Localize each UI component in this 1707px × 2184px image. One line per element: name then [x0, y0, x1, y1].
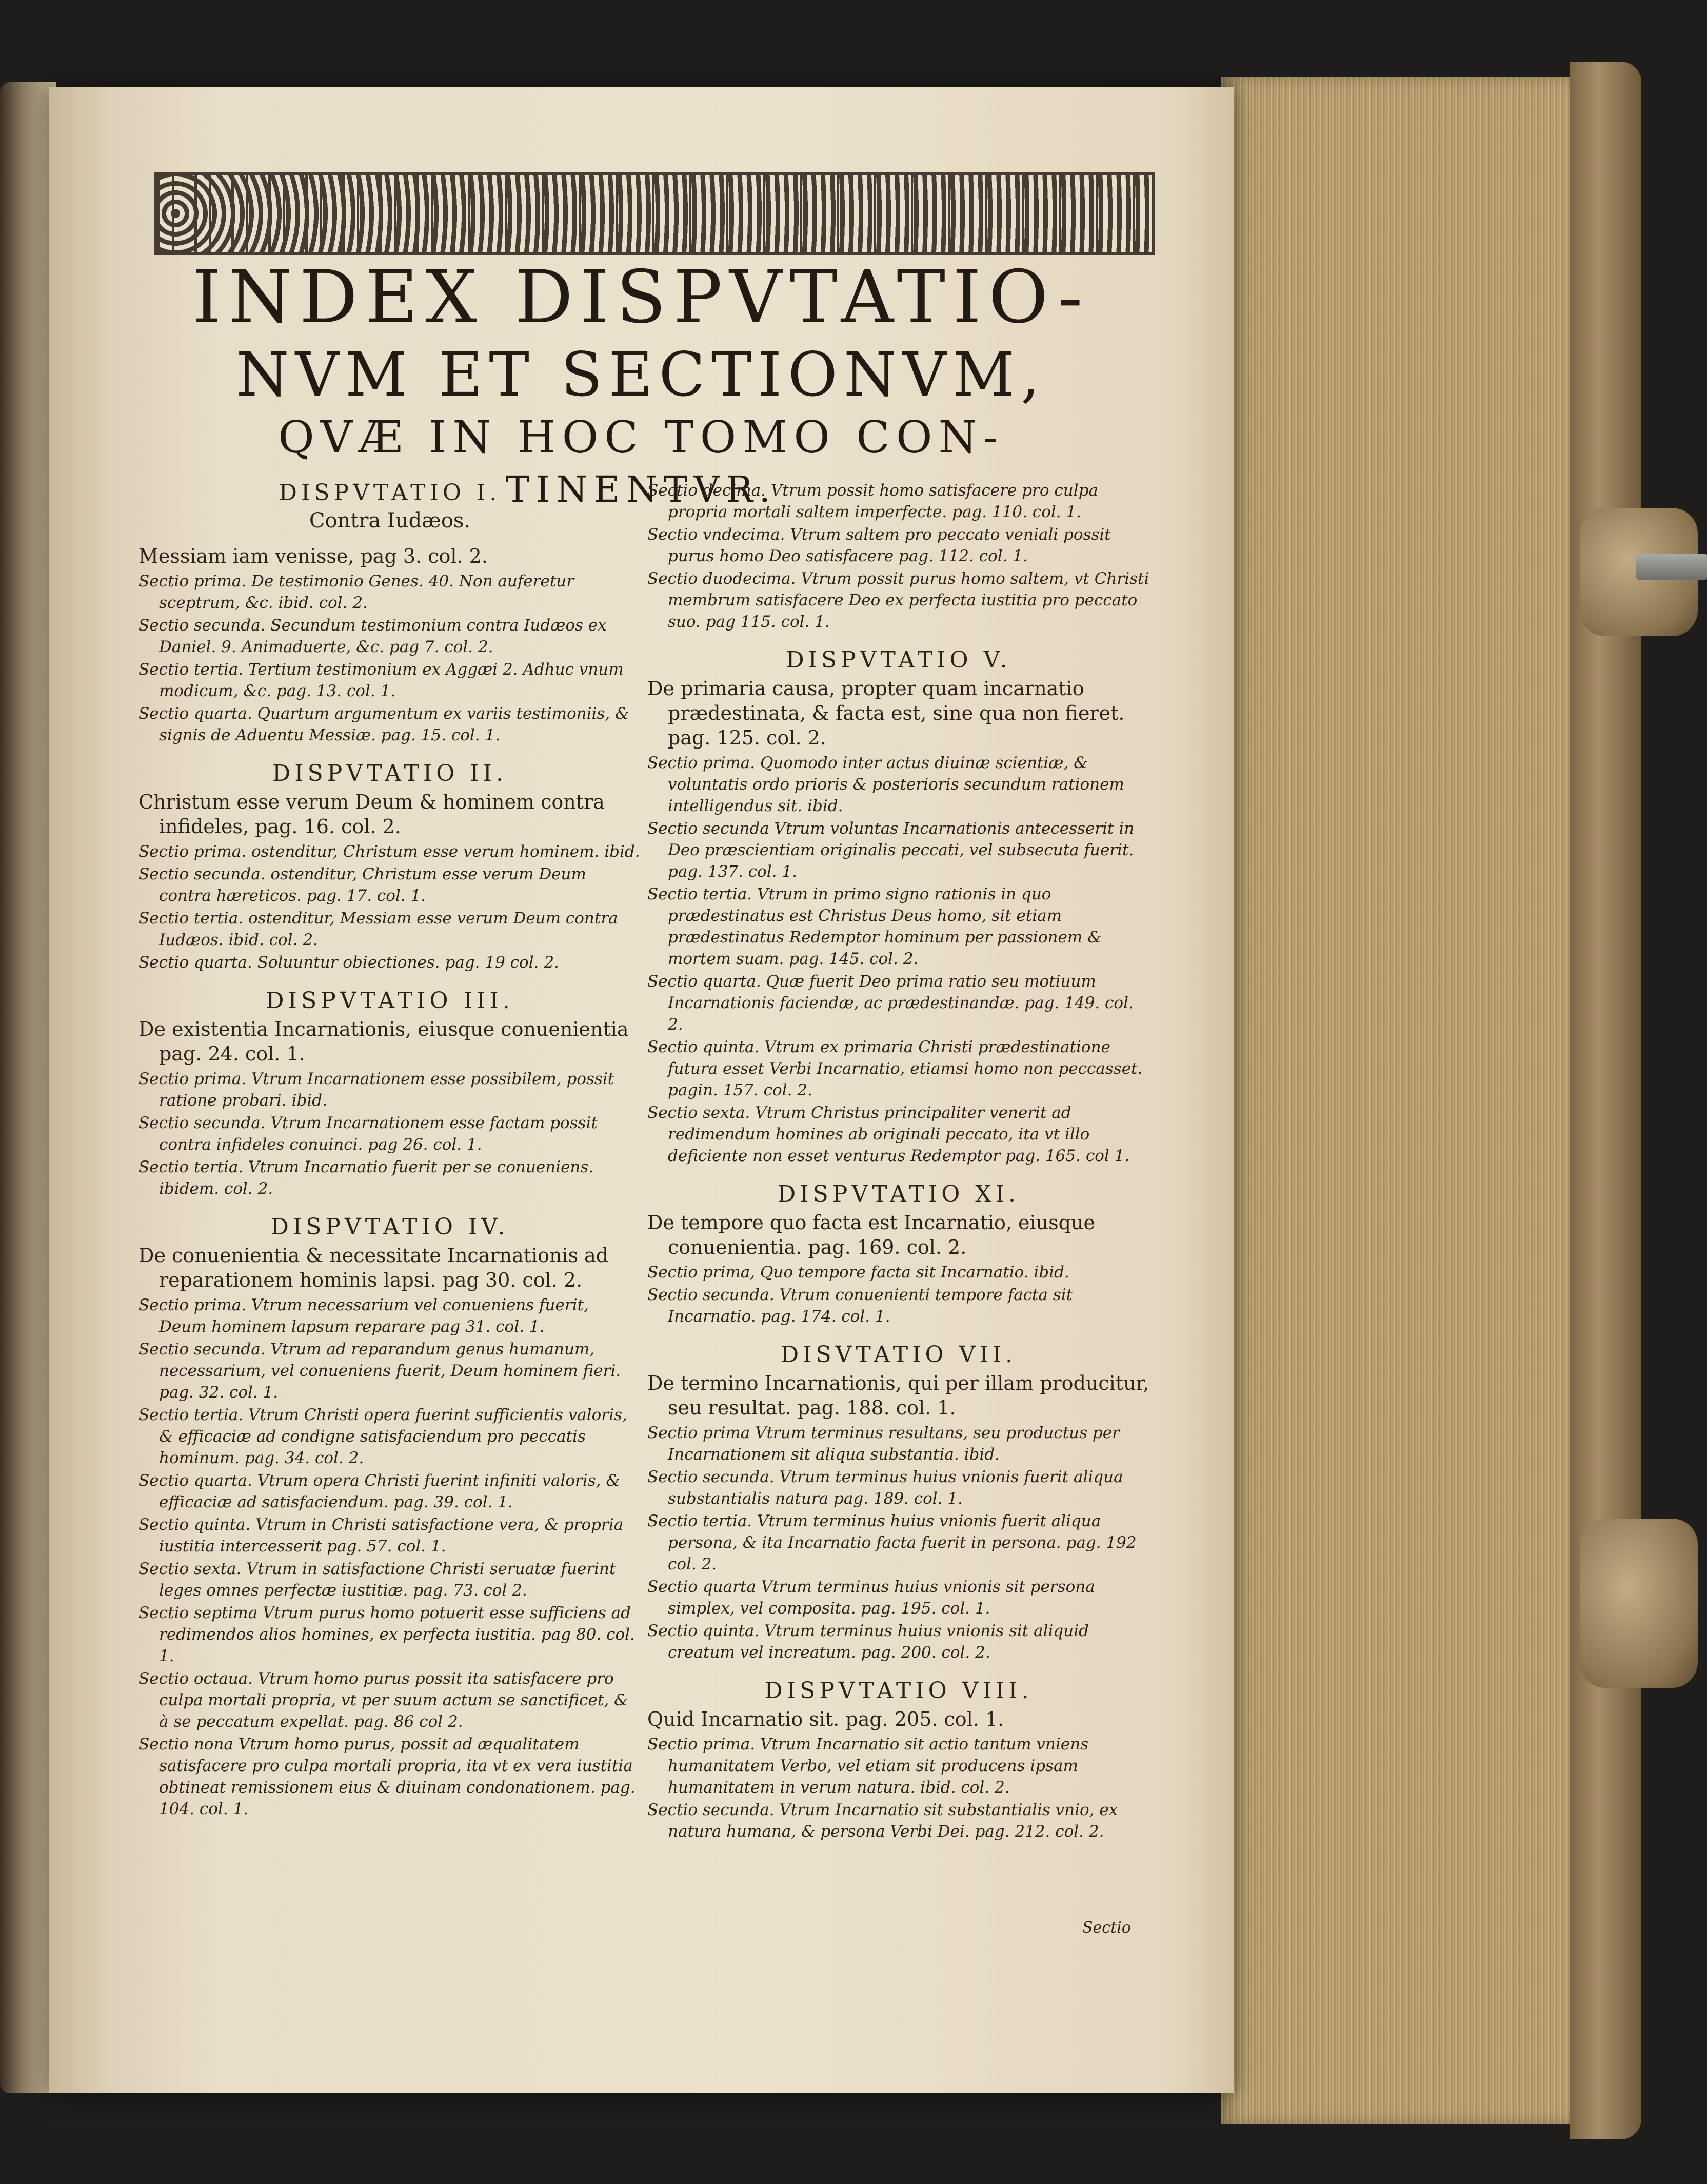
section-entry: Sectio prima, Quo tempore facta sit Incarnatio. ibid.	[647, 1263, 1069, 1282]
section-entry: Sectio prima. Quomodo inter actus diuinæ scientiæ, & voluntatis ordo prioris & posterioris secundum rationem intelligendus sit. ibid.	[647, 754, 1124, 815]
section-entry: Sectio prima. ostenditur, Christum esse verum hominem. ibid.	[138, 842, 640, 861]
section-entry: Sectio quinta. Vtrum terminus huius vnionis sit aliquid creatum vel increatum. pag. 200. col. 2.	[647, 1622, 1089, 1662]
section-entry: Sectio sexta. Vtrum Christus principaliter venerit ad redimendum homines ab originali peccato, ita vt illo deficiente non esset venturus Redemptor pag. 165. col 1.	[647, 1104, 1130, 1165]
title-line-3: QVÆ IN HOC TOMO CON-	[278, 412, 1004, 463]
title-line-4: TINENTVR.	[505, 468, 777, 510]
section-entry: Sectio tertia. Vtrum in primo signo rationis in quo prædestinatus est Christus Deus homo, sit etiam prædestinatus Redemptor hominum per passionem & mortem suam. pag. 145. col. 2.	[647, 885, 1102, 968]
disputation-heading: DISVTATIO VII.	[780, 1342, 1017, 1368]
section-entry: Sectio prima. Vtrum Incarnationem esse possibilem, possit ratione probari. ibid.	[138, 1070, 614, 1110]
title-line-2: NVM ET SECTIONVM,	[236, 339, 1046, 410]
section-entry: Sectio quarta. Quæ fuerit Deo prima ratio seu motiuum Incarnationis faciendæ, ac prædestinandæ. pag. 149. col. 2.	[647, 972, 1134, 1034]
spacer	[647, 634, 1150, 647]
disputation-topic: De conuenientia & necessitate Incarnationis ad reparationem hominis lapsi. pag 30. col. 2.	[138, 1244, 609, 1291]
section-entry: Sectio quarta. Quartum argumentum ex variis testimoniis, & signis de Aduentu Messiæ. pag. 15. col. 1.	[138, 704, 629, 744]
head-ornament	[154, 172, 1155, 255]
section-entry: Sectio nona Vtrum homo purus, possit ad æqualitatem satisfacere pro culpa mortali propria, ita vt ex vera iustitia obtineat remissionem eius & diuinam condonationem. pag. 104. col. 1.	[138, 1735, 636, 1818]
section-entry: Sectio duodecima. Vtrum possit purus homo saltem, vt Christi membrum satisfacere Deo ex perfecta iustitia pro peccato suo. pag 115. col. 1.	[647, 569, 1149, 631]
section-entry: Sectio secunda. Vtrum terminus huius vnionis fuerit aliqua substantialis natura pag. 189. col. 1.	[647, 1468, 1123, 1508]
section-entry: Sectio secunda. Vtrum Incarnationem esse factam possit contra infideles conuinci. pag 26. col. 1.	[138, 1114, 598, 1154]
text-block-edge	[1221, 77, 1595, 2124]
disputation-heading: DISPVTATIO IV.	[270, 1214, 509, 1240]
disputation-heading: DISPVTATIO III.	[266, 988, 514, 1014]
section-entry: Sectio tertia. ostenditur, Messiam esse verum Deum contra Iudæos. ibid. col. 2.	[138, 909, 618, 949]
previous-page-edge	[0, 82, 56, 2093]
section-entry: Sectio secunda. ostenditur, Christum esse verum Deum contra hæreticos. pag. 17. col. 1.	[138, 865, 586, 905]
disputation-topic: De primaria causa, propter quam incarnatio prædestinata, & facta est, sine qua non fieret. pag. 125. col. 2.	[647, 677, 1125, 749]
disputation-topic: De tempore quo facta est Incarnatio, eiusque conuenientia. pag. 169. col. 2.	[647, 1211, 1095, 1258]
disputation-topic: Quid Incarnatio sit. pag. 205. col. 1.	[647, 1708, 1004, 1730]
section-entry: Sectio vndecima. Vtrum saltem pro peccato veniali possit purus homo Deo satisfacere pag. 112. col. 1.	[647, 525, 1111, 565]
section-entry: Sectio quinta. Vtrum in Christi satisfactione vera, & propria iustitia intercesserit pag. 57. col. 1.	[138, 1516, 624, 1556]
book-binding	[1570, 62, 1641, 2139]
disputation-heading: DISPVTATIO VIII.	[764, 1678, 1033, 1704]
section-entry: Sectio secunda. Secundum testimonium contra Iudæos ex Daniel. 9. Animaduerte, &c. pag 7. col. 2.	[138, 616, 607, 656]
section-entry: Sectio tertia. Vtrum Incarnatio fuerit per se conueniens. ibidem. col. 2.	[138, 1158, 594, 1198]
section-entry: Sectio octaua. Vtrum homo purus possit ita satisfacere pro culpa mortali propria, vt per suum actum se sanctificet, & à se peccatum expellat. pag. 86 col 2.	[138, 1669, 628, 1731]
section-entry: Sectio prima. Vtrum necessarium vel conueniens fuerit, Deum hominem lapsum reparare pag 31. col. 1.	[138, 1296, 589, 1336]
catchword: Sectio	[1082, 1919, 1131, 1937]
section-entry: Sectio septima Vtrum purus homo potuerit esse sufficiens ad redimendos alios homines, ex perfecta iustitia. pag 80. col. 1.	[138, 1604, 635, 1665]
disputation-topic: Christum esse verum Deum & hominem contra infideles, pag. 16. col. 2.	[138, 791, 605, 838]
section-entry: Sectio prima. Vtrum Incarnatio sit actio tantum vniens humanitatem Verbo, vel etiam sit producens ipsam humanitatem in verum natura. ibid. col. 2.	[647, 1735, 1089, 1797]
index-title	[118, 257, 1164, 514]
section-entry: Sectio quinta. Vtrum ex primaria Christi prædestinatione futura esset Verbi Incarnatio, etiamsi homo non peccasset. pagin. 157. col. 2.	[647, 1038, 1143, 1099]
disputation-heading: DISPVTATIO XI.	[778, 1181, 1020, 1207]
section-entry: Sectio secunda. Vtrum Incarnatio sit substantialis vnio, ex natura humana, & persona Verbi Dei. pag. 212. col. 2.	[647, 1801, 1118, 1841]
spacer	[647, 1168, 1150, 1181]
section-entry: Sectio decima. Vtrum possit homo satisfacere pro culpa propria mortali saltem imperfecte. pag. 110. col. 1.	[647, 481, 1098, 521]
spacer	[138, 747, 641, 760]
spacer	[647, 1328, 1150, 1342]
section-entry: Sectio secunda. Vtrum conuenienti tempore facta sit Incarnatio. pag. 174. col. 1.	[647, 1286, 1073, 1326]
right-column	[647, 480, 1150, 1843]
section-entry: Sectio quarta. Vtrum opera Christi fuerint infiniti valoris, & efficaciæ ad satisfaciendum. pag. 39. col. 1.	[138, 1471, 621, 1511]
disputation-heading: DISPVTATIO I.	[279, 480, 501, 506]
clasp-bottom	[1580, 1519, 1698, 1688]
section-entry: Sectio tertia. Tertium testimonium ex Aggæi 2. Adhuc vnum modicum, &c. pag. 13. col. 1.	[138, 660, 624, 700]
spacer	[647, 1664, 1150, 1678]
section-entry: Sectio secunda Vtrum voluntas Incarnationis antecesserit in Deo præscientiam originalis peccati, vel subsecuta fuerit. pag. 137. col. 1.	[647, 819, 1135, 881]
disputation-heading: DISPVTATIO II.	[272, 760, 508, 786]
disputation-topic: De termino Incarnationis, qui per illam producitur, seu resultat. pag. 188. col. 1.	[647, 1372, 1149, 1419]
disputation-topic: De existentia Incarnationis, eiusque conuenientia pag. 24. col. 1.	[138, 1018, 629, 1065]
disputation-heading: DISPVTATIO V.	[786, 647, 1011, 673]
disputation-subtitle: Contra Iudæos.	[309, 509, 471, 533]
section-entry: Sectio prima Vtrum terminus resultans, seu productus per Incarnationem sit aliqua substantia. ibid.	[647, 1424, 1120, 1464]
left-column	[138, 480, 641, 1821]
section-entry: Sectio quarta. Soluuntur obiectiones. pag. 19 col. 2.	[138, 953, 559, 972]
section-entry: Sectio prima. De testimonio Genes. 40. Non auferetur sceptrum, &c. ibid. col. 2.	[138, 572, 574, 612]
section-entry: Sectio quarta Vtrum terminus huius vnionis sit persona simplex, vel composita. pag. 195. col. 1.	[647, 1578, 1095, 1618]
spacer	[138, 974, 641, 988]
spacer	[138, 1201, 641, 1214]
clasp-top-pin	[1636, 554, 1707, 580]
section-entry: Sectio tertia. Vtrum Christi opera fuerint sufficientis valoris, & efficaciæ ad condigne satisfaciendum pro peccatis hominum. pag. 34. col. 2.	[138, 1406, 627, 1467]
disputation-topic: Messiam iam venisse, pag 3. col. 2.	[138, 545, 488, 567]
title-line-1: INDEX DISPVTATIO-	[192, 255, 1090, 340]
section-entry: Sectio tertia. Vtrum terminus huius vnionis fuerit aliqua persona, & ita Incarnatio facta fuerit in persona. pag. 192 col. 2.	[647, 1512, 1137, 1573]
section-entry: Sectio secunda. Vtrum ad reparandum genus humanum, necessarium, vel conueniens fuerit, Deum hominem fieri. pag. 32. col. 1.	[138, 1340, 621, 1402]
section-entry: Sectio sexta. Vtrum in satisfactione Christi seruatæ fuerint leges omnes perfectæ iustitiæ. pag. 73. col 2.	[138, 1560, 616, 1600]
